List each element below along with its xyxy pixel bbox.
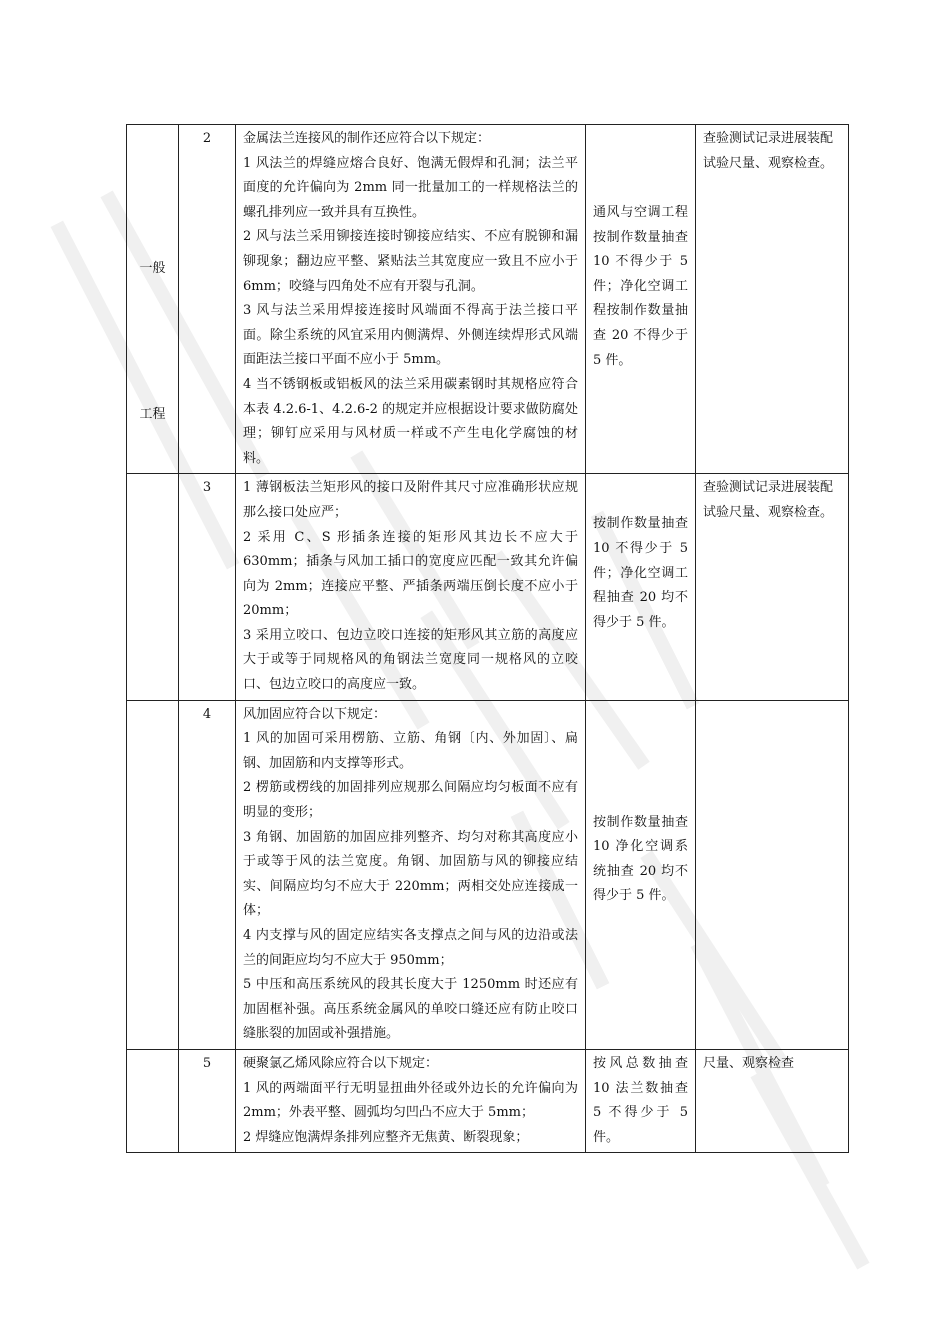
requirement-line: 风加固应符合以下规定： [243, 706, 387, 722]
requirement-line: 2 风与法兰采用铆接连接时铆接应结实、不应有脱铆和漏铆现象；翻边应平整、紧贴法兰其宽度应一致且不应小于 6mm；咬缝与四角处不应有开裂与孔洞。 [243, 229, 578, 294]
category-cell-empty [127, 474, 179, 700]
category-cell-empty [127, 1049, 179, 1152]
requirement-line: 硬聚氯乙烯风除应符合以下规定： [243, 1055, 439, 1071]
requirement-line: 金属法兰连接风的制作还应符合以下规定： [243, 131, 491, 146]
requirement-line: 2 焊缝应饱满焊条排列应整齐无焦黄、断裂现象； [243, 1129, 529, 1145]
requirement-line: 1 风法兰的焊缝应熔合良好、饱满无假焊和孔洞；法兰平面度的允许偏向为 2mm 同一批量加工的一样规格法兰的螺孔排列应一致并具有互换性。 [243, 155, 578, 220]
item-number: 2 [179, 125, 236, 474]
inspection-table [126, 124, 849, 1153]
item-number: 3 [179, 474, 236, 700]
inspection-method: 尺量、观察检查 [696, 1049, 849, 1152]
category-cell-empty [127, 700, 179, 1049]
sampling-quantity: 按风总数抽查 10 法兰数抽查 5 不得少于 5 件。 [586, 1049, 696, 1152]
sampling-quantity: 按制作数量抽查 10 净化空调系统抽查 20 均不得少于 5 件。 [586, 700, 696, 1049]
requirement-line: 1 风的两端面平行无明显扭曲外径或外边长的允许偏向为 2mm；外表平整、圆弧均匀凹凸不应大于 5mm； [243, 1080, 578, 1121]
inspection-method: 查验测试记录进展装配试验尺量、观察检查。 [696, 474, 849, 700]
requirement-line: 5 中压和高压系统风的段其长度大于 1250mm 时还应有加固框补强。高压系统金属风的单咬口缝还应有防止咬口缝胀裂的加固或补强措施。 [243, 977, 578, 1042]
sampling-quantity: 通风与空调工程按制作数量抽查 10 不得少于 5 件；净化空调工程按制作数量抽查 20 不得少于 5 件。 [586, 125, 696, 474]
item-number: 4 [179, 700, 236, 1049]
table-row [127, 125, 849, 474]
requirement-line: 2 楞筋或楞线的加固排列应规那么间隔应均匀板面不应有明显的变形； [243, 780, 578, 821]
requirement-line: 1 薄钢板法兰矩形风的接口及附件其尺寸应准确形状应规那么接口处应严； [243, 480, 578, 520]
table-row [127, 474, 849, 700]
requirement-line: 4 当不锈钢板或铝板风的法兰采用碳素钢时其规格应符合本表 4.2.6-1、4.2.6-2 的规定并应根据设计要求做防腐处理；铆钉应采用与风材质一样或不产生电化学腐蚀的材料。 [243, 376, 578, 466]
requirement-text [236, 474, 586, 700]
category-label-top: 一般 [139, 261, 166, 276]
item-number: 5 [179, 1049, 236, 1152]
requirement-line: 3 采用立咬口、包边立咬口连接的矩形风其立筋的高度应大于或等于同规格风的角钢法兰宽度同一规格风的立咬口、包边立咬口的高度应一致。 [243, 627, 578, 693]
requirement-line: 1 风的加固可采用楞筋、立筋、角钢〔内、外加固〕、扁钢、加固筋和内支撑等形式。 [243, 731, 578, 771]
requirement-line: 3 风与法兰采用焊接连接时风端面不得高于法兰接口平面。除尘系统的风宜采用内侧满焊、外侧连续焊形式风端面距法兰接口平面不应小于 5mm。 [243, 303, 578, 368]
requirement-text [236, 125, 586, 474]
requirement-line: 3 角钢、加固筋的加固应排列整齐、均匀对称其高度应小于或等于风的法兰宽度。角钢、加固筋与风的铆接应结实、间隔应均匀不应大于 220mm；两相交处应连接成一体； [243, 829, 578, 919]
requirement-text [236, 1049, 586, 1152]
category-label-bottom: 工程 [139, 407, 166, 422]
requirement-line: 2 采用 C、S 形插条连接的矩形风其边长不应大于 630mm；插条与风加工插口的宽度应匹配一致其允许偏向为 2mm；连接应平整、严插条两端压倒长度不应小于 20mm； [243, 529, 578, 619]
requirement-line: 4 内支撑与风的固定应结实各支撑点之间与风的边沿或法兰的间距应均匀不应大于 950mm； [243, 928, 578, 968]
requirement-text [236, 700, 586, 1049]
sampling-quantity: 按制作数量抽查 10 不得少于 5 件；净化空调工程抽查 20 均不得少于 5 件。 [586, 474, 696, 700]
table-row [127, 700, 849, 1049]
table-row [127, 1049, 849, 1152]
inspection-method: 查验测试记录进展装配试验尺量、观察检查。 [696, 125, 849, 474]
category-cell [127, 125, 179, 474]
inspection-method [696, 700, 849, 1049]
